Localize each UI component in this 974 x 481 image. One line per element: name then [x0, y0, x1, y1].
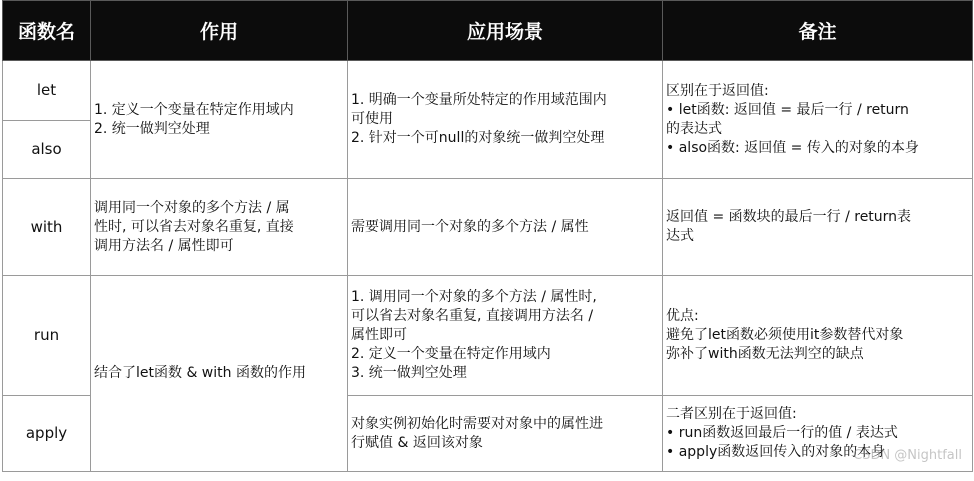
- scene-apply: 对象实例初始化时需要对对象中的属性进 行赋值 & 返回该对象: [348, 396, 663, 472]
- header-row: [3, 1, 973, 61]
- note-run: 优点: 避免了let函数必须使用it参数替代对象 弥补了with函数无法判空的缺点: [663, 276, 973, 396]
- note-let-also: 区别在于返回值: • let函数: 返回值 = 最后一行 / return 的表达式 • also函数: 返回值 = 传入的对象的本身: [663, 61, 973, 179]
- function-name-also: also: [3, 121, 91, 179]
- header-scene: 应用场景: [348, 1, 663, 61]
- scene-with: 需要调用同一个对象的多个方法 / 属性: [348, 179, 663, 276]
- note-apply: 二者区别在于返回值: • run函数返回最后一行的值 / 表达式 • apply函数返回传入的对象的本身 CSDN @Nightfall: [663, 396, 973, 472]
- table-row-run: [3, 276, 973, 396]
- header-effect: 作用: [91, 1, 348, 61]
- effect-with: 调用同一个对象的多个方法 / 属 性时, 可以省去对象名重复, 直接 调用方法名 / 属性即可: [91, 179, 348, 276]
- csdn-watermark: CSDN @Nightfall: [853, 448, 962, 463]
- function-name-let: let: [3, 61, 91, 121]
- table-row-with: [3, 179, 973, 276]
- function-name-apply: apply: [3, 396, 91, 472]
- header-note: 备注: [663, 1, 973, 61]
- kotlin-scope-functions-table: [2, 0, 973, 472]
- effect-let-also: 1. 定义一个变量在特定作用域内 2. 统一做判空处理: [91, 61, 348, 179]
- function-name-run: run: [3, 276, 91, 396]
- header-function-name: 函数名: [3, 1, 91, 61]
- scene-let-also: 1. 明确一个变量所处特定的作用域范围内 可使用 2. 针对一个可null的对象统一做判空处理: [348, 61, 663, 179]
- scene-run: 1. 调用同一个对象的多个方法 / 属性时, 可以省去对象名重复, 直接调用方法名 / 属性即可 2. 定义一个变量在特定作用域内 3. 统一做判空处理: [348, 276, 663, 396]
- note-with: 返回值 = 函数块的最后一行 / return表 达式: [663, 179, 973, 276]
- function-name-with: with: [3, 179, 91, 276]
- effect-run-apply: 结合了let函数 & with 函数的作用: [91, 276, 348, 472]
- table-row-let: [3, 61, 973, 121]
